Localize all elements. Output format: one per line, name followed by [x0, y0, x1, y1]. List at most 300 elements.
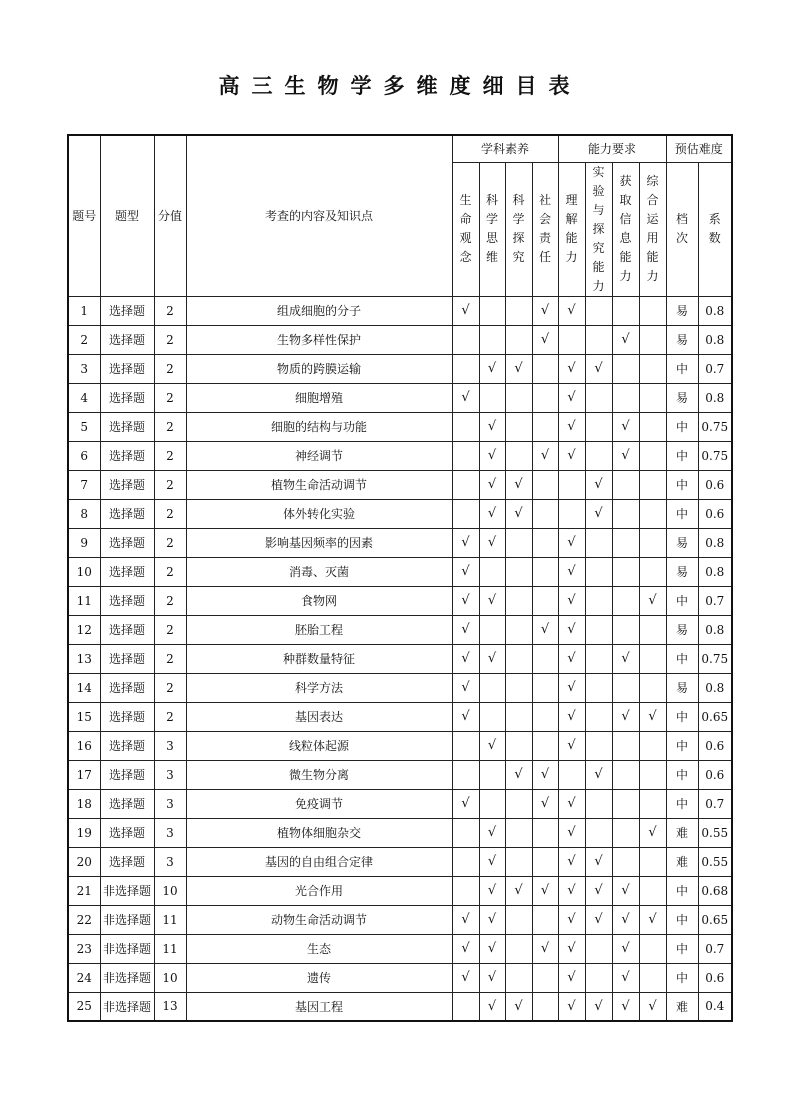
- check-cell: [612, 644, 639, 673]
- check-cell: [612, 760, 639, 789]
- row-level: 中: [666, 963, 698, 992]
- table-row: [68, 876, 732, 905]
- check-cell: [479, 528, 505, 557]
- row-coefficient: 0.55: [698, 818, 732, 847]
- check-cell: [505, 847, 532, 876]
- check-cell: [558, 499, 585, 528]
- row-topic: 植物生命活动调节: [186, 470, 452, 499]
- check-cell: [639, 934, 666, 963]
- check-mark-icon: √: [567, 361, 576, 376]
- check-cell: [639, 992, 666, 1021]
- check-cell: [479, 731, 505, 760]
- check-cell: [479, 673, 505, 702]
- row-level: 中: [666, 876, 698, 905]
- check-mark-icon: √: [487, 825, 497, 840]
- check-cell: [612, 499, 639, 528]
- check-cell: [558, 528, 585, 557]
- check-cell: [532, 731, 558, 760]
- check-cell: [639, 789, 666, 818]
- check-cell: [585, 760, 612, 789]
- page-title: 高三生物学多维度细目表: [218, 73, 582, 98]
- check-mark-icon: √: [621, 651, 630, 666]
- check-cell: [558, 847, 585, 876]
- row-num: 23: [68, 934, 100, 963]
- table-row: [68, 441, 732, 470]
- header-level: 档次: [666, 162, 698, 296]
- check-cell: [505, 702, 532, 731]
- check-cell: [505, 441, 532, 470]
- row-score: 3: [154, 760, 186, 789]
- check-cell: [639, 644, 666, 673]
- check-cell: [585, 702, 612, 731]
- check-mark-icon: √: [567, 419, 576, 434]
- check-mark-icon: √: [540, 941, 550, 956]
- check-cell: [585, 615, 612, 644]
- check-cell: [532, 847, 558, 876]
- check-cell: [505, 963, 532, 992]
- table-row: [68, 470, 732, 499]
- check-cell: [452, 731, 479, 760]
- row-score: 2: [154, 615, 186, 644]
- check-cell: [452, 847, 479, 876]
- check-cell: [479, 325, 505, 354]
- check-cell: [585, 296, 612, 325]
- check-mark-icon: √: [461, 564, 470, 579]
- row-type: 选择题: [100, 557, 154, 586]
- table-row: [68, 702, 732, 731]
- check-mark-icon: √: [567, 709, 576, 724]
- check-cell: [585, 499, 612, 528]
- row-topic: 种群数量特征: [186, 644, 452, 673]
- check-mark-icon: √: [514, 883, 523, 898]
- header-content: 考查的内容及知识点: [186, 135, 452, 296]
- row-coefficient: 0.55: [698, 847, 732, 876]
- check-mark-icon: √: [461, 622, 470, 637]
- check-cell: [585, 847, 612, 876]
- row-level: 中: [666, 499, 698, 528]
- check-cell: [558, 963, 585, 992]
- row-num: 18: [68, 789, 100, 818]
- check-cell: [532, 818, 558, 847]
- check-cell: [639, 499, 666, 528]
- check-cell: [639, 354, 666, 383]
- check-mark-icon: √: [621, 883, 630, 898]
- row-score: 2: [154, 644, 186, 673]
- check-mark-icon: √: [621, 709, 630, 724]
- check-mark-icon: √: [487, 651, 497, 666]
- check-cell: [532, 441, 558, 470]
- check-cell: [532, 876, 558, 905]
- check-mark-icon: √: [514, 998, 523, 1014]
- row-level: 中: [666, 354, 698, 383]
- row-topic: 科学方法: [186, 673, 452, 702]
- check-mark-icon: √: [567, 941, 576, 956]
- row-type: 非选择题: [100, 934, 154, 963]
- row-type: 选择题: [100, 383, 154, 412]
- check-mark-icon: √: [487, 448, 497, 463]
- check-cell: [532, 296, 558, 325]
- check-cell: [558, 383, 585, 412]
- check-mark-icon: √: [621, 912, 630, 927]
- row-score: 2: [154, 441, 186, 470]
- table-row: [68, 557, 732, 586]
- header-num: 题号: [68, 135, 100, 296]
- header-type: 题型: [100, 135, 154, 296]
- table-row: [68, 789, 732, 818]
- row-level: 中: [666, 760, 698, 789]
- row-type: 非选择题: [100, 963, 154, 992]
- check-cell: [505, 615, 532, 644]
- table-row: [68, 644, 732, 673]
- check-cell: [505, 586, 532, 615]
- check-mark-icon: √: [594, 998, 603, 1014]
- row-num: 25: [68, 992, 100, 1021]
- check-mark-icon: √: [567, 825, 576, 840]
- row-score: 2: [154, 586, 186, 615]
- check-cell: [639, 470, 666, 499]
- check-cell: [612, 441, 639, 470]
- check-cell: [612, 876, 639, 905]
- check-mark-icon: √: [461, 709, 470, 724]
- row-coefficient: 0.6: [698, 963, 732, 992]
- check-cell: [479, 818, 505, 847]
- check-cell: [612, 383, 639, 412]
- row-topic: 基因表达: [186, 702, 452, 731]
- check-cell: [558, 470, 585, 499]
- check-mark-icon: √: [461, 303, 470, 318]
- table-row: [68, 354, 732, 383]
- check-cell: [479, 934, 505, 963]
- header-experiment: 实验与探究能力: [585, 162, 612, 296]
- row-level: 中: [666, 412, 698, 441]
- check-cell: [452, 325, 479, 354]
- row-score: 2: [154, 702, 186, 731]
- check-cell: [639, 325, 666, 354]
- check-cell: [585, 557, 612, 586]
- check-cell: [452, 528, 479, 557]
- check-mark-icon: √: [487, 854, 497, 869]
- check-cell: [452, 615, 479, 644]
- row-type: 非选择题: [100, 992, 154, 1021]
- check-cell: [532, 992, 558, 1021]
- row-level: 难: [666, 992, 698, 1021]
- header-application: 综合运用能力: [639, 162, 666, 296]
- check-cell: [532, 325, 558, 354]
- row-level: 易: [666, 557, 698, 586]
- check-cell: [585, 905, 612, 934]
- row-num: 9: [68, 528, 100, 557]
- check-cell: [532, 789, 558, 818]
- row-num: 8: [68, 499, 100, 528]
- row-coefficient: 0.65: [698, 702, 732, 731]
- check-cell: [612, 528, 639, 557]
- check-mark-icon: √: [540, 883, 550, 898]
- row-type: 选择题: [100, 325, 154, 354]
- row-num: 5: [68, 412, 100, 441]
- header-ability-group: 能力要求: [558, 135, 666, 162]
- check-cell: [558, 557, 585, 586]
- check-cell: [452, 963, 479, 992]
- row-num: 20: [68, 847, 100, 876]
- row-coefficient: 0.6: [698, 499, 732, 528]
- check-cell: [479, 354, 505, 383]
- check-mark-icon: √: [567, 564, 576, 579]
- check-mark-icon: √: [461, 912, 470, 927]
- row-topic: 胚胎工程: [186, 615, 452, 644]
- row-coefficient: 0.75: [698, 441, 732, 470]
- row-type: 选择题: [100, 789, 154, 818]
- check-cell: [639, 818, 666, 847]
- check-cell: [505, 760, 532, 789]
- header-information: 获取信息能力: [612, 162, 639, 296]
- header-social-responsibility: 社会责任: [532, 162, 558, 296]
- row-coefficient: 0.8: [698, 673, 732, 702]
- header-coefficient: 系数: [698, 162, 732, 296]
- check-cell: [532, 557, 558, 586]
- row-level: 易: [666, 296, 698, 325]
- row-level: 中: [666, 934, 698, 963]
- row-type: 选择题: [100, 528, 154, 557]
- row-type: 选择题: [100, 470, 154, 499]
- check-cell: [585, 876, 612, 905]
- row-num: 19: [68, 818, 100, 847]
- check-mark-icon: √: [648, 825, 657, 840]
- row-topic: 基因的自由组合定律: [186, 847, 452, 876]
- check-cell: [479, 499, 505, 528]
- row-coefficient: 0.7: [698, 586, 732, 615]
- check-cell: [558, 441, 585, 470]
- check-cell: [505, 412, 532, 441]
- row-topic: 体外转化实验: [186, 499, 452, 528]
- check-mark-icon: √: [594, 854, 603, 869]
- check-cell: [612, 905, 639, 934]
- check-cell: [585, 644, 612, 673]
- check-cell: [505, 499, 532, 528]
- check-mark-icon: √: [461, 941, 470, 956]
- check-cell: [612, 412, 639, 441]
- check-cell: [612, 963, 639, 992]
- row-num: 10: [68, 557, 100, 586]
- check-cell: [585, 673, 612, 702]
- check-cell: [639, 441, 666, 470]
- check-cell: [452, 644, 479, 673]
- row-type: 选择题: [100, 644, 154, 673]
- row-num: 6: [68, 441, 100, 470]
- table-row: [68, 818, 732, 847]
- table-row: [68, 934, 732, 963]
- check-cell: [452, 760, 479, 789]
- check-cell: [639, 963, 666, 992]
- check-cell: [452, 499, 479, 528]
- check-cell: [452, 702, 479, 731]
- row-coefficient: 0.75: [698, 412, 732, 441]
- check-cell: [585, 412, 612, 441]
- check-mark-icon: √: [567, 912, 576, 927]
- row-coefficient: 0.6: [698, 760, 732, 789]
- check-mark-icon: √: [648, 912, 657, 927]
- check-cell: [558, 876, 585, 905]
- check-cell: [452, 383, 479, 412]
- row-coefficient: 0.75: [698, 644, 732, 673]
- check-cell: [639, 528, 666, 557]
- check-mark-icon: √: [621, 941, 630, 956]
- check-cell: [612, 934, 639, 963]
- check-cell: [532, 615, 558, 644]
- check-cell: [532, 586, 558, 615]
- table-row: [68, 499, 732, 528]
- check-mark-icon: √: [461, 970, 470, 985]
- check-cell: [505, 354, 532, 383]
- check-cell: [532, 702, 558, 731]
- check-cell: [479, 557, 505, 586]
- row-type: 选择题: [100, 702, 154, 731]
- check-cell: [585, 528, 612, 557]
- check-cell: [505, 992, 532, 1021]
- table-row: [68, 847, 732, 876]
- check-cell: [479, 441, 505, 470]
- check-cell: [505, 557, 532, 586]
- check-cell: [585, 818, 612, 847]
- row-type: 选择题: [100, 354, 154, 383]
- check-cell: [585, 586, 612, 615]
- table-row: [68, 383, 732, 412]
- row-level: 中: [666, 644, 698, 673]
- check-cell: [639, 673, 666, 702]
- row-type: 选择题: [100, 731, 154, 760]
- check-cell: [639, 702, 666, 731]
- row-score: 2: [154, 325, 186, 354]
- row-topic: 植物体细胞杂交: [186, 818, 452, 847]
- check-cell: [532, 963, 558, 992]
- row-type: 选择题: [100, 847, 154, 876]
- check-mark-icon: √: [594, 912, 603, 927]
- check-mark-icon: √: [567, 535, 576, 550]
- check-cell: [505, 789, 532, 818]
- row-level: 易: [666, 325, 698, 354]
- check-cell: [558, 615, 585, 644]
- row-topic: 组成细胞的分子: [186, 296, 452, 325]
- table-row: [68, 905, 732, 934]
- row-coefficient: 0.8: [698, 296, 732, 325]
- check-mark-icon: √: [487, 912, 497, 927]
- check-cell: [639, 412, 666, 441]
- check-cell: [505, 383, 532, 412]
- table-row: [68, 673, 732, 702]
- row-topic: 神经调节: [186, 441, 452, 470]
- row-num: 15: [68, 702, 100, 731]
- check-mark-icon: √: [487, 738, 497, 753]
- row-score: 3: [154, 789, 186, 818]
- check-mark-icon: √: [514, 767, 523, 782]
- row-coefficient: 0.8: [698, 615, 732, 644]
- row-score: 11: [154, 905, 186, 934]
- check-mark-icon: √: [621, 970, 630, 985]
- row-topic: 消毒、灭菌: [186, 557, 452, 586]
- row-score: 11: [154, 934, 186, 963]
- row-level: 中: [666, 470, 698, 499]
- header-scientific-inquiry: 科学探究: [505, 162, 532, 296]
- check-cell: [479, 847, 505, 876]
- table-row: [68, 296, 732, 325]
- check-cell: [479, 296, 505, 325]
- row-topic: 生物多样性保护: [186, 325, 452, 354]
- row-num: 21: [68, 876, 100, 905]
- check-mark-icon: √: [487, 361, 497, 376]
- check-mark-icon: √: [461, 796, 470, 811]
- check-cell: [612, 557, 639, 586]
- check-cell: [585, 963, 612, 992]
- check-cell: [479, 876, 505, 905]
- row-score: 2: [154, 557, 186, 586]
- check-cell: [479, 615, 505, 644]
- row-type: 非选择题: [100, 876, 154, 905]
- check-mark-icon: √: [567, 998, 576, 1014]
- row-num: 7: [68, 470, 100, 499]
- row-num: 14: [68, 673, 100, 702]
- check-mark-icon: √: [567, 796, 576, 811]
- row-level: 难: [666, 847, 698, 876]
- check-cell: [558, 644, 585, 673]
- row-type: 选择题: [100, 586, 154, 615]
- check-cell: [452, 354, 479, 383]
- check-cell: [639, 615, 666, 644]
- check-cell: [505, 296, 532, 325]
- check-cell: [639, 296, 666, 325]
- check-cell: [639, 905, 666, 934]
- row-type: 选择题: [100, 441, 154, 470]
- check-cell: [558, 354, 585, 383]
- check-cell: [505, 731, 532, 760]
- check-cell: [479, 702, 505, 731]
- check-mark-icon: √: [648, 593, 657, 608]
- check-mark-icon: √: [594, 767, 603, 782]
- check-cell: [532, 760, 558, 789]
- row-coefficient: 0.6: [698, 470, 732, 499]
- check-cell: [585, 992, 612, 1021]
- row-topic: 影响基因频率的因素: [186, 528, 452, 557]
- check-mark-icon: √: [621, 419, 630, 434]
- check-mark-icon: √: [487, 883, 497, 898]
- check-cell: [612, 586, 639, 615]
- check-cell: [452, 586, 479, 615]
- check-mark-icon: √: [540, 303, 550, 318]
- check-mark-icon: √: [594, 361, 603, 376]
- check-mark-icon: √: [487, 941, 497, 956]
- check-mark-icon: √: [461, 651, 470, 666]
- row-type: 选择题: [100, 499, 154, 528]
- check-cell: [558, 760, 585, 789]
- row-level: 中: [666, 441, 698, 470]
- row-num: 11: [68, 586, 100, 615]
- check-mark-icon: √: [567, 448, 576, 463]
- check-mark-icon: √: [648, 998, 657, 1014]
- row-coefficient: 0.7: [698, 934, 732, 963]
- row-level: 易: [666, 673, 698, 702]
- check-cell: [558, 586, 585, 615]
- check-cell: [479, 992, 505, 1021]
- row-score: 2: [154, 412, 186, 441]
- row-score: 13: [154, 992, 186, 1021]
- check-cell: [585, 441, 612, 470]
- row-coefficient: 0.7: [698, 354, 732, 383]
- check-cell: [532, 673, 558, 702]
- check-cell: [479, 586, 505, 615]
- check-cell: [452, 876, 479, 905]
- row-coefficient: 0.8: [698, 325, 732, 354]
- check-mark-icon: √: [487, 593, 497, 608]
- row-topic: 线粒体起源: [186, 731, 452, 760]
- check-cell: [612, 818, 639, 847]
